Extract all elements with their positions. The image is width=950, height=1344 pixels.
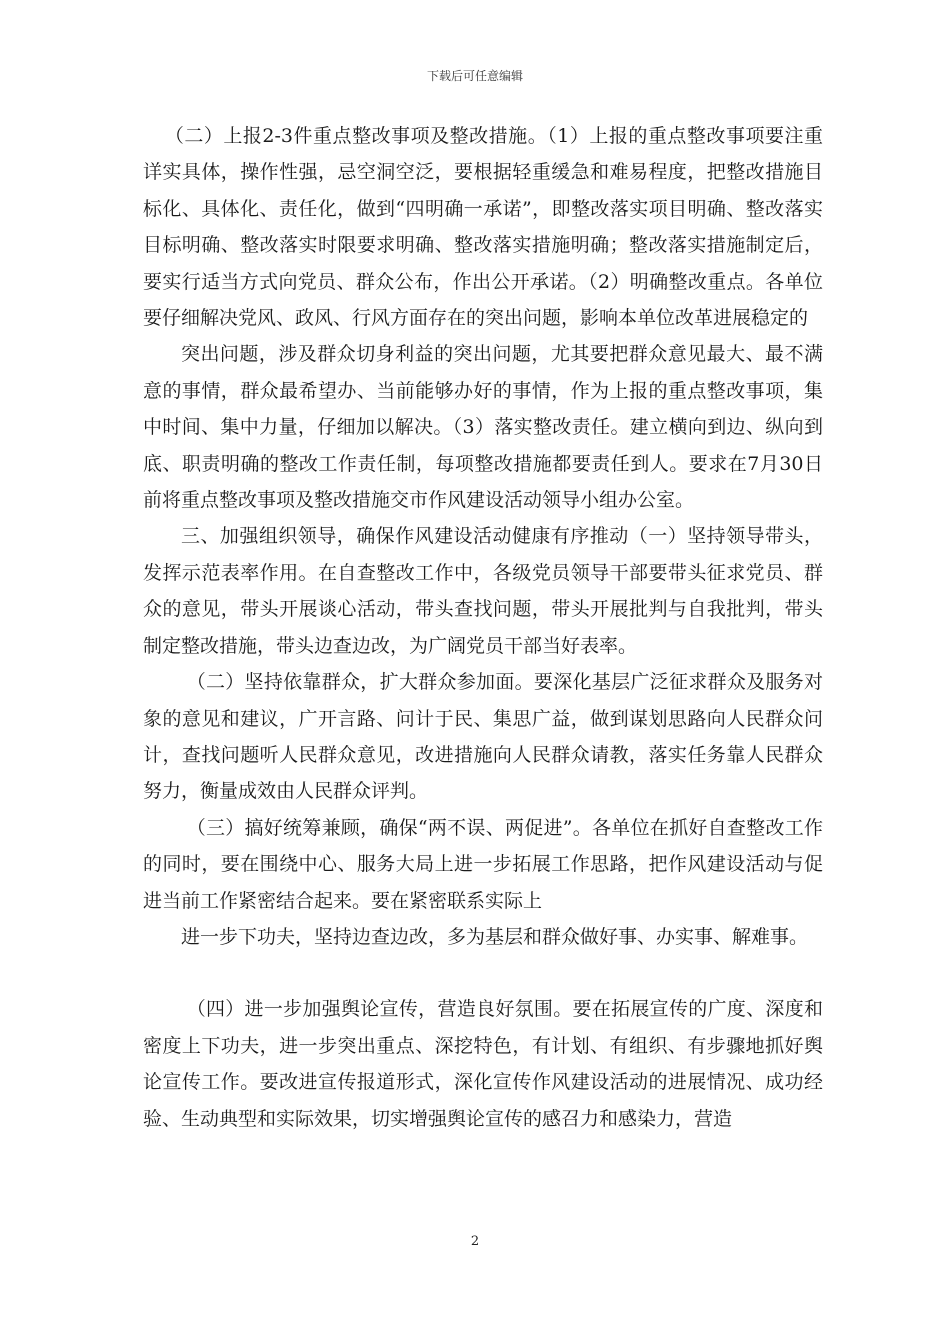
- paragraph-4: （二）坚持依靠群众，扩大群众参加面。要深化基层广泛征求群众及服务对象的意见和建议，广开言路、问计于民、集思广益，做到谋划思路向人民群众问计，查找问题听人民群众意见，改进措施向人民群众请教，落实任务靠人民群众努力，衡量成效由人民群众评判。: [143, 671, 823, 803]
- page-header: 下载后可任意编辑: [426, 69, 523, 83]
- paragraph-6: 进一步下功夫，坚持边查边改，多为基层和群众做好事、办实事、解难事。: [181, 925, 809, 948]
- document-body: [143, 118, 823, 1137]
- page-number: 2: [470, 1234, 480, 1249]
- paragraph-2: 突出问题，涉及群众切身利益的突出问题，尤其要把群众意见最大、最不满意的事情，群众最希望办、当前能够办好的事情，作为上报的重点整改事项，集中时间、集中力量，仔细加以解决。（3）落实整改责任。建立横向到边、纵向到底、职责明确的整改工作责任制，每项整改措施都要责任到人。要求在7月30日前将重点整改事项及整改措施交市作风建设活动领导小组办公室。: [143, 343, 823, 512]
- paragraph-3: 三、加强组织领导，确保作风建设活动健康有序推动（一）坚持领导带头，发挥示范表率作用。在自查整改工作中，各级党员领导干部要带头征求党员、群众的意见，带头开展谈心活动，带头查找问题，带头开展批判与自我批判，带头制定整改措施，带头边查边改，为广阔党员干部当好表率。: [143, 525, 823, 657]
- paragraph-5: （三）搞好统筹兼顾，确保“两不误、两促进”。各单位在抓好自查整改工作的同时，要在围绕中心、服务大局上进一步拓展工作思路，把作风建设活动与促进当前工作紧密结合起来。要在紧密联系实际上: [143, 816, 823, 912]
- paragraph-1: （二）上报2-3件重点整改事项及整改措施。（1）上报的重点整改事项要注重详实具体，操作性强，忌空洞空泛，要根据轻重缓急和难易程度，把整改措施目标化、具体化、责任化，做到“四明确一承诺”，即整改落实项目明确、整改落实目标明确、整改落实时限要求明确、整改落实措施明确；整改落实措施制定后，要实行适当方式向党员、群众公布，作出公开承诺。（2）明确整改重点。各单位要仔细解决党风、政风、行风方面存在的突出问题，影响本单位改革进展稳定的: [143, 125, 823, 330]
- paragraph-7: （四）进一步加强舆论宣传，营造良好氛围。要在拓展宣传的广度、深度和密度上下功夫，进一步突出重点、深挖特色，有计划、有组织、有步骤地抓好舆论宣传工作。要改进宣传报道形式，深化宣传作风建设活动的进展情况、成功经验、生动典型和实际效果，切实增强舆论宣传的感召力和感染力，营造: [143, 998, 823, 1130]
